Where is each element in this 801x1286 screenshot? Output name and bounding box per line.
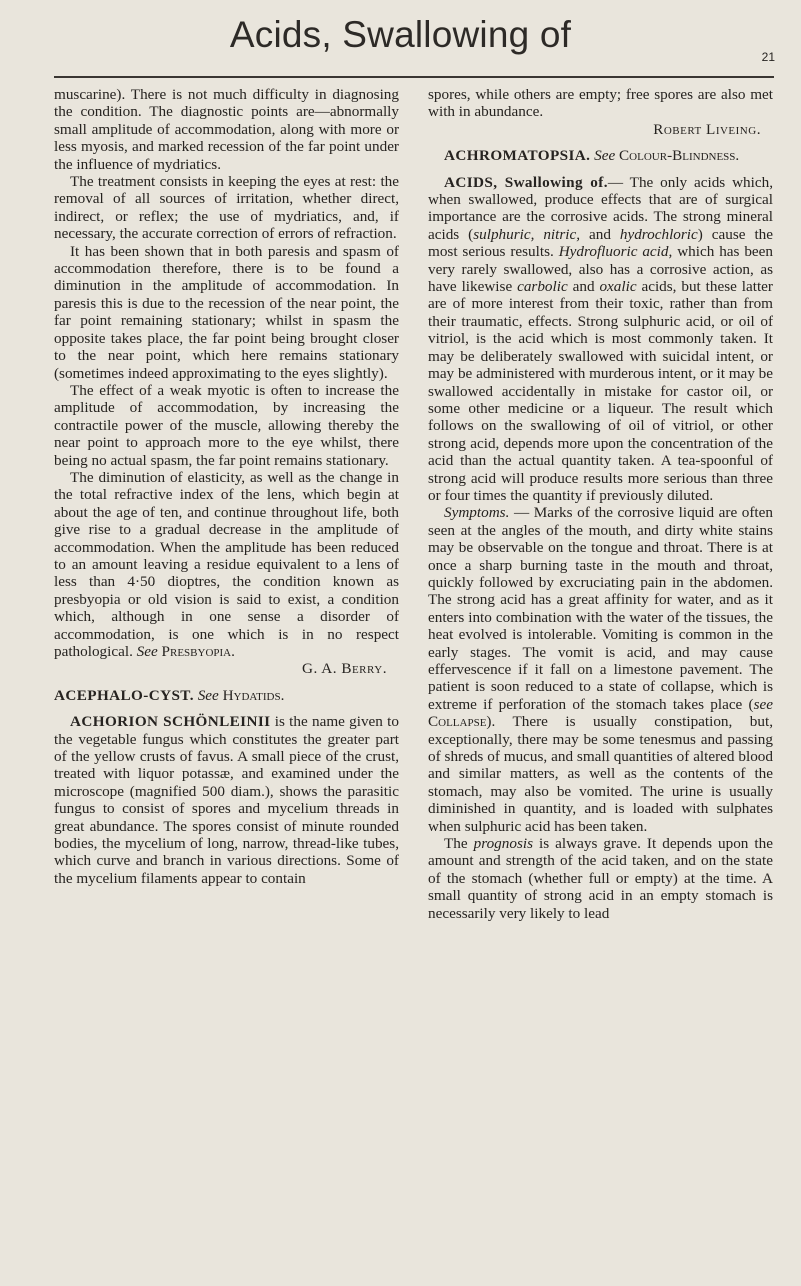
cross-ref-see: See [197,686,219,704]
author-signature: Robert Liveing. [653,120,761,138]
entry-text: is the name given to the vegetable fungus which constitutes the greater part of the yellow crusts of favus. A small piece of the crust, treated with liquor potassæ, and examined under the microscope (magnified 500 diam.), shows the parasitic fungus to consist of spores and mycelium threads in great abundance. The spores consist of minute rounded bodies, the mycelium of long, narrow, thread-like tubes, which curve and branch in various directions. Some of the mycelium filaments appear to contain [54,713,399,887]
author-signature: G. A. Berry. [302,660,387,678]
paragraph: spores, while others are empty; free spores are also met with in abundance. [428,86,773,121]
section-label: prognosis [473,835,533,853]
entry-text: which has been very rarely swallowed, also has a corrosive action, as have likewise [428,243,773,296]
cross-ref-target: Collapse [428,713,487,731]
entry-achromatopsia [428,147,773,164]
entry-text: and [567,278,600,296]
entry-achorion [54,713,399,887]
right-column [428,86,773,1278]
cross-ref-see: See [594,147,616,165]
header-rule [54,76,774,78]
paragraph-text: The [444,835,474,853]
entry-text: — The only acids which, when swallowed, produce effects that are of surgical importance are the corrosive acids. The strong mineral acids ( [428,173,773,243]
paragraph-text: ). There is usually constipation, but, exceptionally, there may be some tenesmus and passing of shreds of mucus, and small quantities of altered blood and similar matters, as well as the contents of the stomach, may also be vomited. The urine is usually diminished in quantity, and is loaded with sulphates when sulphuric acid has been taken. [428,713,773,835]
paragraph-text: — Marks of the corrosive liquid are often seen at the angles of the mouth, and dirty white stains may be observable on the tongue and throat. There is at once a sharp burning taste in the mouth and throat, quickly followed by excruciating pain in the abdomen. The strong acid has a great affinity for water, and as it enters into combination with the water of the tissues, the heat evolved is intolerable. Vomiting is common in the early stages. The vomit is acid, and may cause effervescence if it fall on a limestone pavement. The patient is soon reduced to a state of collapse, which is extreme if perforation of the stomach takes place ( [428,504,773,713]
entry-acids-swallowing [428,174,773,505]
entry-text: ) cause the most serious results. [428,225,773,261]
cross-ref-see: see [753,695,773,713]
paragraph: muscarine). There is not much difficulty in diagnosing the condition. The diagnostic points are—abnormally small amplitude of accommodation, along with more or less myosis, and marked recession of the far point under the influence of mydriatics. [54,86,399,173]
section-label: Symptoms. [444,504,510,522]
left-column [54,86,399,1278]
term: oxalic [599,278,637,296]
paragraph-text: is always grave. It depends upon the amount and strength of the acid taken, and on the state of the stomach (whether full or empty) at the time. A small quantity of strong acid in an empty stomach is necessarily very likely to lead [428,835,773,922]
paragraph: The effect of a weak myotic is often to increase the amplitude of accommodation, by increasing the contractile power of the muscle, allowing thereby the near point to approach more to the eye whilst, there being no actual spasm, the far point remains stationary. [54,381,399,469]
page-number: 21 [761,50,775,64]
term: hydrochloric [619,225,698,243]
entry-text: and [580,225,620,243]
cross-ref-target: Presbyopia. [161,643,235,660]
entry-headword: ACIDS, Swallowing of. [444,173,608,191]
running-title: Acids, Swallowing of [229,14,572,55]
page-header [0,0,801,80]
paragraph: It has been shown that in both paresis and spasm of accommodation therefore, there is to be found a diminution in the amplitude of accommodation. In paresis this is due to the recession of the near point, the far point remaining stationary; whilst in spasm the opposite takes place, the far point being brought closer to the near point, which here remains stationary (sometimes indeed approximating to the eyes slightly). [54,242,399,382]
entry-headword: ACHORION SCHÖNLEINII [70,713,271,731]
term: sulphuric, nitric, [473,225,581,243]
cross-ref-target: Hydatids. [222,686,285,704]
paragraph [54,469,399,660]
cross-ref-see: See [136,643,158,660]
paragraph: The treatment consists in keeping the eyes at rest: the removal of all sources of irritation, whether direct, indirect, or reflex; the use of mydriatics, and, if necessary, the accurate correction of errors of refraction. [54,173,399,243]
term: Hydrofluoric acid, [558,243,673,261]
paragraph-prognosis [428,835,773,922]
entry-headword: ACEPHALO-CYST. [54,686,194,704]
entry-headword: ACHROMATOPSIA. [444,147,591,165]
cross-ref-target: Colour-Blindness. [619,147,740,165]
entry-acephalo-cyst [54,687,399,704]
paragraph-symptoms [428,504,773,835]
term: carbolic [517,278,568,296]
paragraph-text: The diminution of elasticity, as well as the change in the total refractive index of the lens, which begin at about the age of ten, and continue throughout life, both give rise to a gradual decrease in the amplitude of accommodation. When the amplitude has been reduced to an amount leaving a residue equivalent to a lens of less than 4·50 dioptres, the condition known as presbyopia or old vision is said to exist, a condition which, although in one sense a disorder of accommodation, is one which is in no respect pathological. [54,468,399,660]
entry-text: acids, but these latter are of more interest from their toxic, rather than from their traumatic, effects. Strong sulphuric acid, or oil of vitriol, is the acid which is most commonly taken. It may be deliberately swallowed with suicidal intent, or may be administered with murderous intent, or it may be swallowed accidentally in mistake for castor oil, or some other medicine or a liqueur. The result which follows on the swallowing of oil of vitriol, or other strong acid, depends more upon the concentration of the acid than the actual quantity taken. A tea-spoonful of strong acid will produce results more serious than three or four times the quantity if previously diluted. [428,278,773,504]
